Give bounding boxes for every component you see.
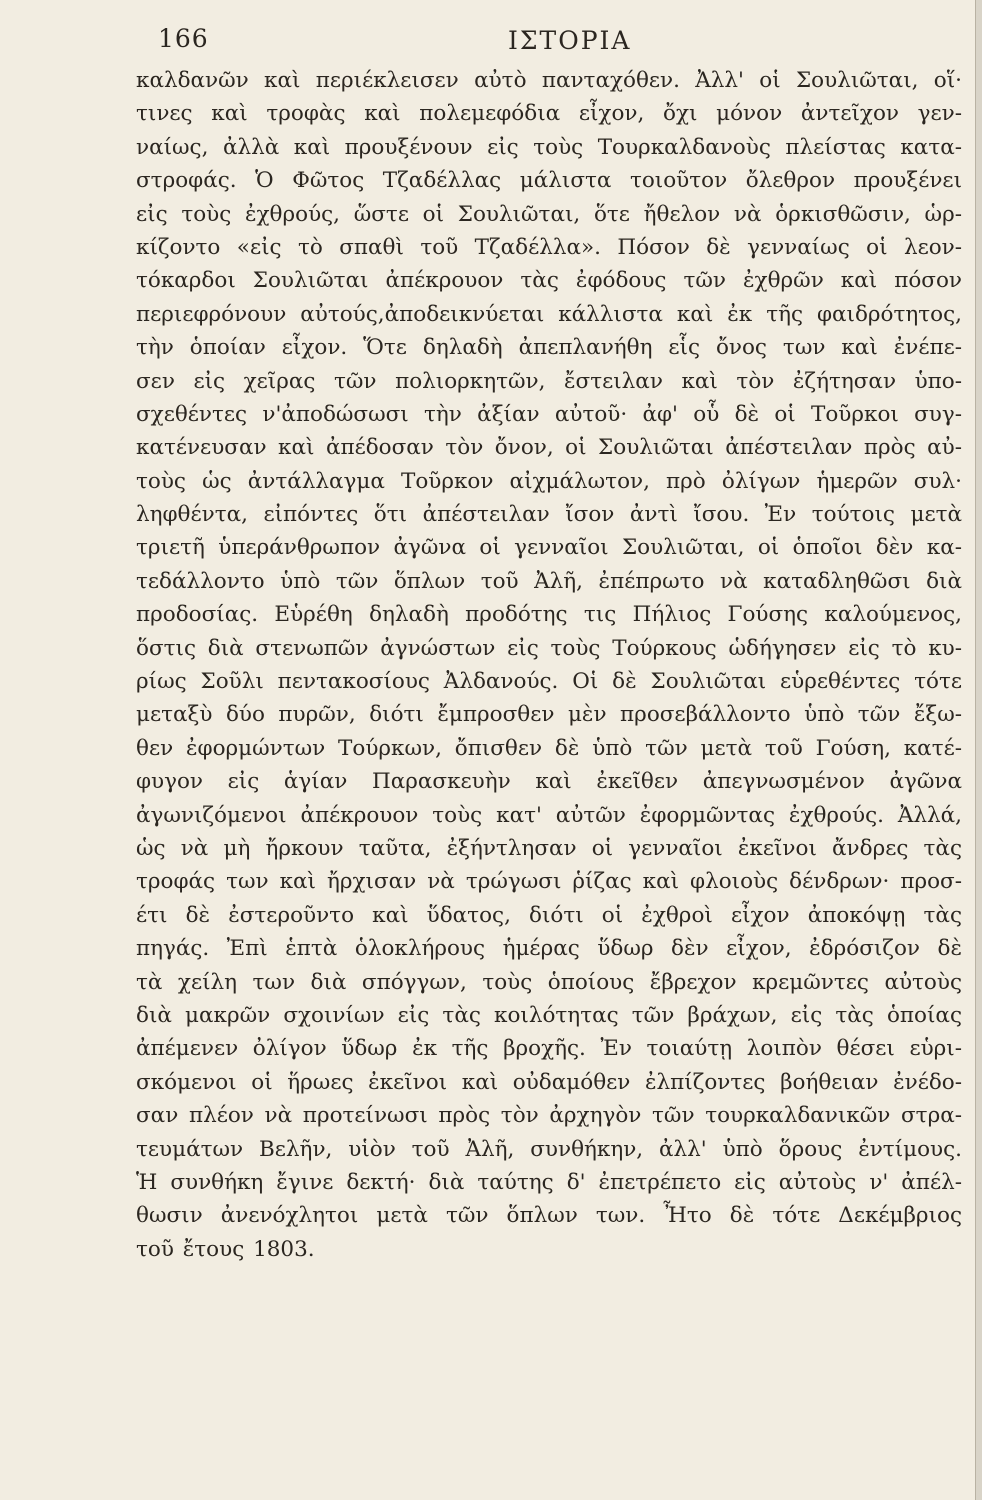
text-line: έτι δὲ ἐστεροῦντο καὶ ὕδατος, διότι οἱ ἐχθροὶ εἶχον ἀποκόψῃ τὰς bbox=[136, 902, 962, 928]
text-line: μεταξὺ δύο πυρῶν, διότι ἔμπροσθεν μὲν προσεβάλλοντο ὑπὸ τῶν ἔξω- bbox=[136, 702, 962, 728]
text-line: τὰ χείλη των διὰ σπόγγων, τοὺς ὁποίους ἔβρεχον κρεμῶντες αὐτοὺς bbox=[136, 969, 962, 995]
page-header bbox=[158, 24, 938, 60]
text-line: ἀπέμενεν ὀλίγον ὕδωρ ἐκ τῆς βροχῆς. Ἐν τοιαύτῃ λοιπὸν θέσει εὑρι- bbox=[136, 1036, 962, 1062]
text-line: ληφθέντα, εἰπόντες ὅτι ἀπέστειλαν ἴσον ἀντὶ ἴσου. Ἐν τούτοις μετὰ bbox=[136, 502, 962, 528]
text-line: Ἡ συνθήκη ἔγινε δεκτή· διὰ ταύτης δ' ἐπετρέπετο εἰς αὐτοὺς ν' ἀπέλ- bbox=[136, 1169, 962, 1195]
text-line: τόκαρδοι Σουλιῶται ἀπέκρουον τὰς ἐφόδους τῶν ἐχθρῶν καὶ πόσον bbox=[136, 268, 962, 294]
text-line: θεν ἐφορμώντων Τούρκων, ὄπισθεν δὲ ὑπὸ τῶν μετὰ τοῦ Γούση, κατέ- bbox=[136, 735, 962, 761]
text-line: ὅστις διὰ στενωπῶν ἀγνώστων εἰς τοὺς Τούρκους ὡδήγησεν εἰς τὸ κυ- bbox=[136, 635, 962, 661]
page-edge bbox=[975, 0, 982, 1500]
page-number: 166 bbox=[158, 24, 209, 53]
text-line: εἰς τοὺς ἐχθρούς, ὥστε οἱ Σουλιῶται, ὅτε ἤθελον νὰ ὁρκισθῶσιν, ὡρ- bbox=[136, 201, 962, 227]
text-line: θωσιν ἀνενόχλητοι μετὰ τῶν ὅπλων των. Ἦτο δὲ τότε Δεκέμβριος bbox=[136, 1203, 962, 1229]
text-line: ναίως, ἀλλὰ καὶ προυξένουν εἰς τοὺς Τουρκαλδανοὺς πλείστας κατα- bbox=[136, 134, 962, 160]
text-line: σαν πλέον νὰ προτείνωσι πρὸς τὸν ἀρχηγὸν τῶν τουρκαλδανικῶν στρα- bbox=[136, 1103, 962, 1129]
text-line: σκόμενοι οἱ ἥρωες ἐκεῖνοι καὶ οὐδαμόθεν ἐλπίζοντες βοήθειαν ἐνέδο- bbox=[136, 1069, 962, 1095]
text-line: τὴν ὁποίαν εἶχον. Ὅτε δηλαδὴ ἀπεπλανήθη εἷς ὄνος των καὶ ἐνέπε- bbox=[136, 335, 962, 361]
text-line: σεν εἰς χεῖρας τῶν πολιορκητῶν, ἔστειλαν καὶ τὸν ἐζήτησαν ὑπο- bbox=[136, 368, 962, 394]
text-line: τευμάτων Βελῆν, υἱὸν τοῦ Ἀλῆ, συνθήκην, ἀλλ' ὑπὸ ὅρους ἐντίμους. bbox=[136, 1136, 962, 1162]
text-line: τινες καὶ τροφὰς καὶ πολεμεφόδια εἶχον, ὄχι μόνον ἀντεῖχον γεν- bbox=[136, 101, 962, 127]
text-line: τριετῆ ὑπεράνθρωπον ἀγῶνα οἱ γενναῖοι Σουλιῶται, οἱ ὁποῖοι δὲν κα- bbox=[136, 535, 962, 561]
text-line: τροφάς των καὶ ἤρχισαν νὰ τρώγωσι ῥίζας καὶ φλοιοὺς δένδρων· προσ- bbox=[136, 869, 962, 895]
text-line: τεδάλλοντο ὑπὸ τῶν ὅπλων τοῦ Ἀλῆ, ἐπέπρωτο νὰ καταδληθῶσι διὰ bbox=[136, 568, 962, 594]
text-line: προδοσίας. Εὑρέθη δηλαδὴ προδότης τις Πήλιος Γούσης καλούμενος, bbox=[136, 602, 962, 628]
text-line: τοὺς ὡς ἀντάλλαγμα Τοῦρκον αἰχμάλωτον, πρὸ ὀλίγων ἡμερῶν συλ· bbox=[136, 468, 962, 494]
text-line: κίζοντο «εἰς τὸ σπαθὶ τοῦ Τζαδέλλα». Πόσον δὲ γενναίως οἱ λεον- bbox=[136, 234, 962, 260]
text-line: ἀγωνιζόμενοι ἀπέκρουον τοὺς κατ' αὐτῶν ἐφορμῶντας ἐχθρούς. Ἀλλά, bbox=[136, 802, 962, 828]
text-line: στροφάς. Ὁ Φῶτος Τζαδέλλας μάλιστα τοιοῦτον ὄλεθρον προυξένει bbox=[136, 168, 962, 194]
running-title: ΙΣΤΟΡΙΑ bbox=[508, 26, 632, 55]
text-line: καλδανῶν καὶ περιέκλεισεν αὐτὸ πανταχόθεν. Ἀλλ' οἱ Σουλιῶται, οἵ· bbox=[136, 68, 962, 93]
text-line: περιεφρόνουν αὐτούς,ἀποδεικνύεται κάλλιστα καὶ ἐκ τῆς φαιδρότητος, bbox=[136, 301, 962, 327]
text-line: διὰ μακρῶν σχοινίων εἰς τὰς κοιλότητας τῶν βράχων, εἰς τὰς ὁποίας bbox=[136, 1002, 962, 1028]
text-line: πηγάς. Ἐπὶ ἑπτὰ ὁλοκλήρους ἡμέρας ὕδωρ δὲν εἶχον, ἐδρόσιζον δὲ bbox=[136, 936, 962, 962]
text-line: κατένευσαν καὶ ἀπέδοσαν τὸν ὄνον, οἱ Σουλιῶται ἀπέστειλαν πρὸς αὐ- bbox=[136, 435, 962, 461]
text-line: τοῦ ἔτους 1803. bbox=[136, 1236, 315, 1262]
text-line: φυγον εἰς ἁγίαν Παρασκευὴν καὶ ἐκεῖθεν ἀπεγνωσμένον ἀγῶνα bbox=[136, 769, 962, 795]
body-text bbox=[136, 64, 962, 1266]
text-line: σχεθέντες ν'ἀποδώσωσι τὴν ἀξίαν αὐτοῦ· ἀφ' οὗ δὲ οἱ Τοῦρκοι συγ- bbox=[136, 401, 962, 427]
text-line: ὡς νὰ μὴ ἤρκουν ταῦτα, ἐξήντλησαν οἱ γενναῖοι ἐκεῖνοι ἄνδρες τὰς bbox=[136, 835, 962, 861]
text-line: ρίως Σοῦλι πεντακοσίους Ἀλδανούς. Οἱ δὲ Σουλιῶται εὑρεθέντες τότε bbox=[136, 669, 962, 695]
